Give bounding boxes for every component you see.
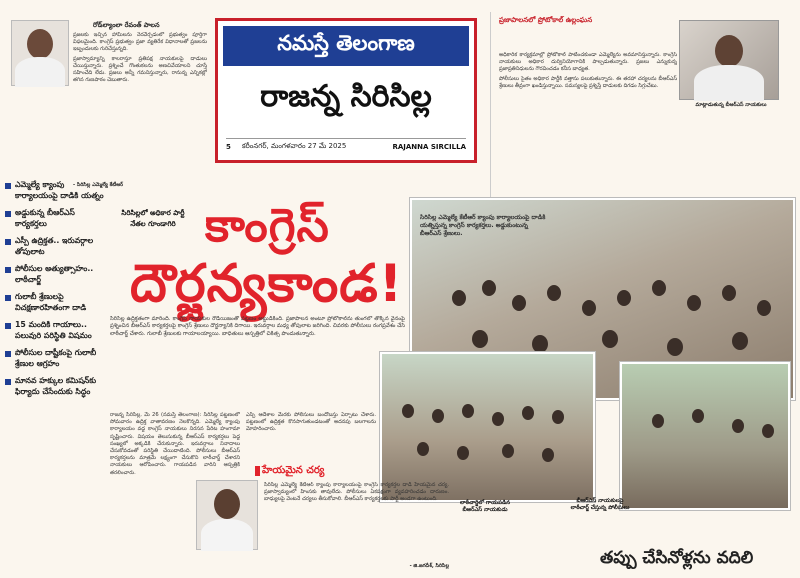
next-story-teaser: తప్పు చేసినోళ్లను వదిలి [600, 548, 754, 568]
highlight-item: ఎస్పీ ఉద్రిక్తత.. ఇరువర్గాల తోపులాట [5, 236, 105, 257]
main-headline-line-2: దౌర్జన్యకాండ! [130, 254, 404, 314]
right-photo-caption: బీఆర్ఎస్ నాయకులపై లాఠీచార్జ్ చేస్తున్న పోలీసులు [570, 498, 630, 511]
highlight-item: గులాబీ శ్రేణులపై విచక్షణారహితంగా దాడి [5, 292, 105, 313]
sidebar-portrait [196, 480, 258, 550]
left-top-body: ప్రజలకు ఇచ్చిన హామీలను నెరవేర్చడంలో ప్రభుత్వం పూర్తిగా విఫలమైంది. కాంగ్రెస్ ప్రభుత్వం ప్రజా వ్యతిరేక విధానాలతో ప్రజలను ఇబ్బందులకు గురిచేస్తున్నది. ప్రజాస్వామ్యాన్ని కాలరాస్తూ ప్రతిపక్ష నాయకులపై దాడులు చేయిస్తున్నారు. ప్రశ్నించే గొంతుకలను అణచివేయాలని చూస్తే సహించేది లేదు. ప్రజలు అన్నీ గమనిస్తున్నారు, రానున్న ఎన్నికల్లో తగిన గుణపాఠం చెబుతారు. [73, 32, 207, 84]
photo-subdeck: సిరిసిల్ల ఎమ్మెల్యే కేటీఆర్ క్యాంపు కార్యాలయంపై దాడికి యత్నిస్తున్న కాంగ్రెస్ కార్యకర్తలు. అడ్డుకుంటున్న బీఆర్ఎస్ శ్రేణులు. [420, 214, 546, 237]
right-top-photo-caption: మాట్లాడుతున్న బీఆర్ఎస్ నాయకులు [695, 102, 767, 108]
article-body-left: రాజన్న సిరిసిల్ల, మే 26 (నమస్తే తెలంగాణ): సిరిసిల్ల పట్టణంలో సోమవారం ఉద్రిక్త వాతావరణం నెలకొన్నది. ఎమ్మెల్యే క్యాంపు కార్యాలయం వద్ద కాంగ్రెస్ నాయకులు నిరసన పేరిట హంగామా సృష్టించారు. విషయం తెలుసుకున్న బీఆర్ఎస్ కార్యకర్తలు పెద్ద సంఖ్యలో అక్కడికి చేరుకున్నారు. ఇరువర్గాలు నినాదాలు చేసుకోవడంతో పరిస్థితి చేయిదాటింది. పోలీసులు బీఆర్ఎస్ కార్యకర్తలను మాత్రమే లక్ష్యంగా చేసుకొని లాఠీచార్జ్ చేశారని నాయకులు ఆరోపించారు. గాయపడిన వారిని ఆస్పత్రికి తరలించారు. [110, 412, 240, 476]
section-heading-bar [255, 466, 260, 476]
highlight-item: 15 మందికి గాయాలు.. పలువురి పరిస్థితి విషమం [5, 320, 105, 341]
portrait-photo [11, 20, 69, 86]
highlights-list [5, 180, 105, 575]
center-photo-caption: లాఠీచార్జిలో గాయపడిన బీఆర్ఎస్ నాయకుడు [460, 500, 510, 513]
main-headline-line-1: కాంగ్రెస్ [205, 198, 330, 252]
highlight-item: పోలీసుల అత్యుత్సాహం.. లాఠీచార్జ్ [5, 264, 105, 285]
highlight-item: అడ్డుకున్న బీఆర్ఎస్ కార్యకర్తలు [5, 208, 105, 229]
date-text: కరీంనగర్, మంగళవారం 27 మే 2025 [242, 141, 347, 150]
dateline [226, 138, 466, 154]
article-lede: సిరిసిల్ల ఉద్రిక్తతంగా మారింది. కాంగ్రెస్ నాయకుల రౌడీయిజంతో పట్టణం అట్టుడికింది. ప్రజాపాలన అంటూ ప్రోటోకాల్‌ను తుంగలో తొక్కిన వైనంపై ప్రశ్నించిన బీఆర్ఎస్ కార్యకర్తలపై కాంగ్రెస్ శ్రేణులు దౌర్జన్యానికి దిగాయి. ఇరువర్గాల మధ్య తోపులాట జరిగింది. చివరకు పోలీసులు రంగప్రవేశం చేసి లాఠీచార్జ్ చేశారు. గులాబీ శ్రేణులకు గాయాలయ్యాయి. బాధితులు ఆస్పత్రిలో చికిత్స పొందుతున్నారు. [110, 316, 405, 337]
right-top-heading: ప్రజాపాలనలో ప్రోటోకాల్ ఉల్లంఘన [499, 16, 593, 24]
highlight-item: పోలీసుల దాష్టీకంపై గులాబీ శ్రేణుల ఆగ్రహం [5, 348, 105, 369]
edition-english: RAJANNA SIRCILLA [392, 142, 466, 151]
left-top-heading: రోడ్‌ల్యాంలా రేవంత్ పాలన [93, 21, 160, 29]
right-top-body: అధికారిక కార్యక్రమాల్లో ప్రోటోకాల్ పాటించకుండా ఎమ్మెల్యేను అవమానిస్తున్నారు. కాంగ్రెస్ నాయకులు అధికార దుర్వినియోగానికి పాల్పడుతున్నారు. ప్రజలు ఎన్నుకున్న ప్రజాప్రతినిధులను గౌరవించడం కనీస బాధ్యత. పోలీసులు సైతం అధికార పార్టీకి వత్తాసు పలుకుతున్నారు. ఈ తరహా చర్యలను బీఆర్ఎస్ శ్రేణులు తీవ్రంగా ఖండిస్తున్నాయి. సమస్యలపై ప్రశ్నిస్తే దాడులకు దిగడం సిగ్గుచేటు. [499, 52, 677, 89]
sidebar-article: సిరిసిల్ల ఎమ్మెల్యే కేటీఆర్ క్యాంపు కార్యాలయంపై కాంగ్రెస్ కార్యకర్తల దాడి హేయమైన చర్య. ప్రజాస్వామ్యంలో హింసకు తావులేదు. పోలీసులు ఏకపక్షంగా వ్యవహరించడం దారుణం. బాధ్యులపై వెంటనే చర్యలు తీసుకోవాలి. బీఆర్ఎస్ కార్యకర్తలకు పార్టీ అండగా ఉంటుంది. - జి.జగదీశ్, సిరిసిల్ల [264, 482, 449, 569]
lathicharge-photo [620, 362, 790, 510]
sidebar-byline: - జి.జగదీశ్, సిరిసిల్ల [409, 563, 449, 569]
highlight-item: ఎమ్మెల్యే క్యాంపు కార్యాలయంపై దాడికి యత్నం [5, 180, 105, 201]
headline-kicker: సిరిసిల్లలో అధికార పార్టీ నేతల గూండాగిరి [121, 209, 185, 228]
sidebar-heading: హేయమైన చర్య [262, 465, 325, 476]
edition-title: రాజన్న సిరిసిల్ల [260, 79, 432, 114]
newspaper-brand: నమస్తే తెలంగాణ [223, 26, 469, 66]
masthead [215, 18, 477, 163]
left-top-byline: - సిరిసిల్ల ఎమ్మెల్యే కేటీఆర్ [73, 182, 124, 188]
page-number: 5 [226, 142, 231, 151]
article-body-mid: ఎస్పీ ఆదేశాల మేరకు పోలీసులు బందోబస్తు ఏర్పాటు చేశారు. పట్టణంలో ఉద్రిక్తత కొనసాగుతుండటంతో అదనపు బలగాలను మోహరించారు. [246, 412, 376, 433]
left-top-article [5, 12, 208, 190]
hospital-photo [380, 352, 595, 502]
highlight-item: మానవ హక్కుల కమిషన్‌కు ఫిర్యాదు చేసేందుకు సిద్ధం [5, 376, 105, 397]
right-top-photo [679, 20, 779, 100]
right-top-article [490, 12, 790, 207]
